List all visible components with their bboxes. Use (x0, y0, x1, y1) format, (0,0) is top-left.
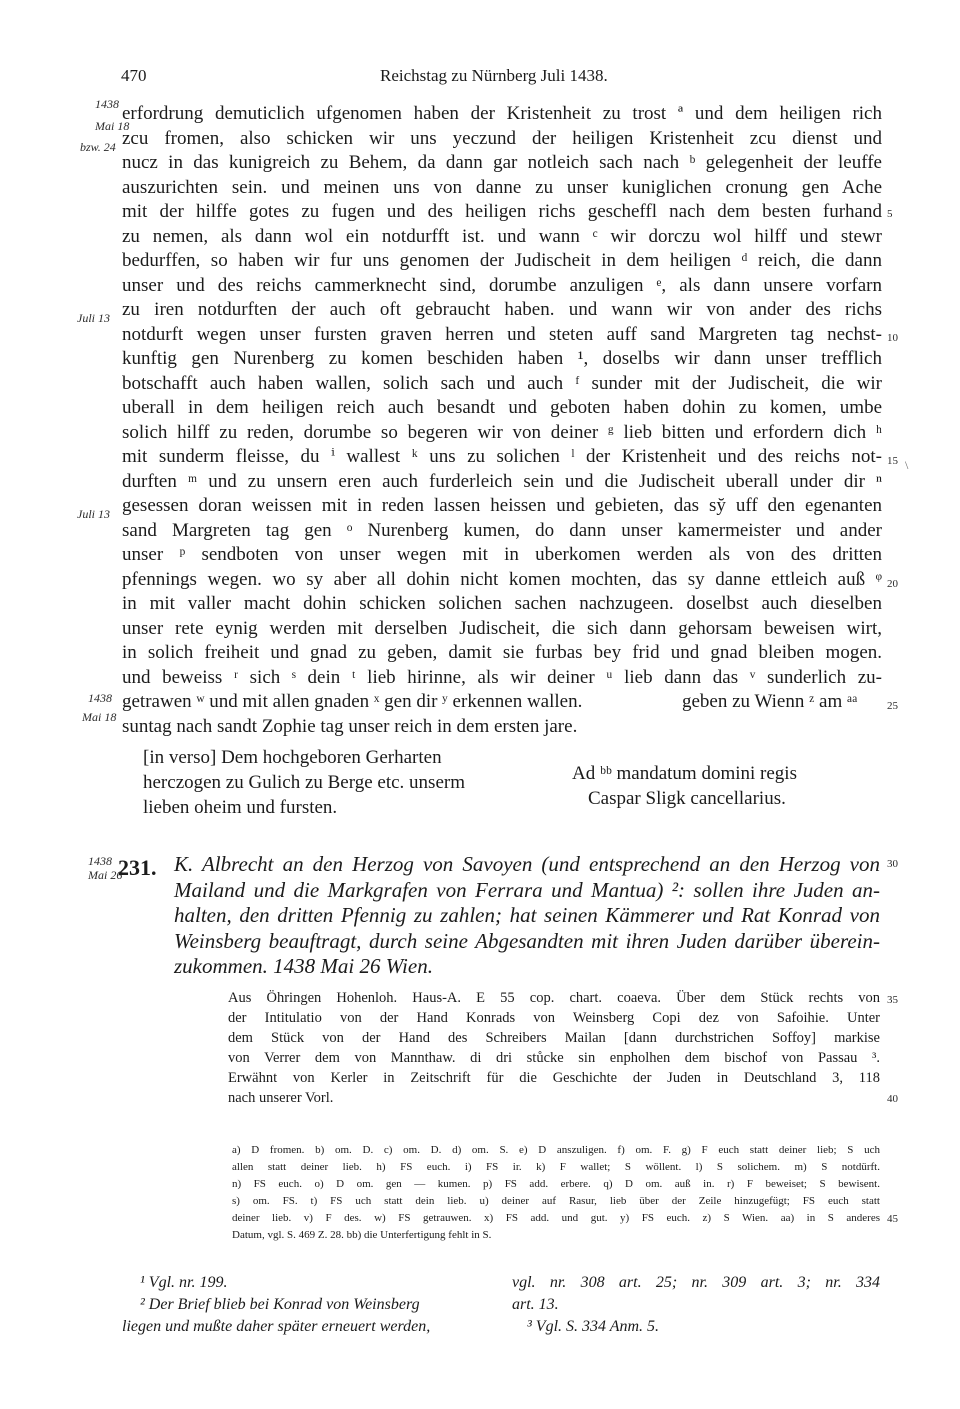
margin-date: Mai 18 (95, 119, 130, 133)
text-line: und beweiss ʳ sich ˢ dein ᵗ lieb hirinne, als wir deiner ᵘ lieb dann das ᵛ sunderlich zu- (122, 667, 882, 688)
document-title-line: Weinsberg beauftragt, durch seine Abgesandten mit ihren Juden darüber überein- (174, 929, 880, 953)
text-line: zcu fromen, also schicken wir uns yeczund der heiligen Kristenheit zcu dienst und (122, 128, 882, 149)
footnote-line: ¹ Vgl. nr. 199. (140, 1274, 228, 1291)
source-line: nach unserer Vorl. (228, 1090, 334, 1106)
document-title-line: halten, den dritten Pfennig zu zahlen; hat seinen Kämmerer und Rat Konrad von (174, 903, 880, 927)
variant-line: s) om. FS. t) FS uch statt dein lieb. u) deiner auf Rasur, lieb über der Zeile hinzugefügt; FS euch statt (232, 1195, 880, 1207)
text-line: mit der hilffe gotes zu fugen und des heiligen richs gescheffl nach dem besten furhand (122, 201, 882, 222)
document-title-line: K. Albrecht an den Herzog von Savoyen (und entsprechend an den Herzog von (174, 852, 880, 876)
margin-date: 1438 (95, 97, 119, 111)
line-number: 45 (887, 1213, 898, 1225)
margin-date: Mai 26 (88, 868, 123, 882)
source-line: dem Stück von der Hand des Schreibers Mailan [dann durchstrichen Soffoy] markise (228, 1030, 880, 1046)
source-line: der Intitulatio von der Hand Konrads von Weinsberg Copi dez von Safoihie. Unter (228, 1010, 880, 1026)
variant-line: Datum, vgl. S. 469 Z. 28. bb) die Unterfertigung fehlt in S. (232, 1229, 492, 1241)
chancery-note: Caspar Sligk cancellarius. (588, 788, 786, 809)
line-number: 30 (887, 858, 898, 870)
text-line: nucz in das kunigreich zu Behem, da dann gar notleich sach nach ᵇ gelegenheit der leuffe (122, 152, 882, 173)
line-number: 10 (887, 332, 898, 344)
line-number: 25 (887, 700, 898, 712)
source-line: Aus Öhringen Hohenloh. Haus-A. E 55 cop. chart. coaeva. Über dem Stück rechts von (228, 990, 880, 1006)
source-line: von Verrer dem von Mannthaw. di dri stůcke sin enpholhen dem bischof von Passau ³. (228, 1050, 880, 1066)
text-line: uberall in dem heiligen reich auch besandt und geboten haben dohin zu komen, umbe (122, 397, 882, 418)
document-title-line: Mailand und die Markgrafen von Ferrara und Mantua) ²: sollen ihre Juden an- (174, 878, 880, 902)
text-line: in mit valler macht dohin schicken solichen sachen nachzugeen. doselbst auch dieselben (122, 593, 882, 614)
running-title: Reichstag zu Nürnberg Juli 1438. (380, 66, 608, 85)
document-number: 231. (118, 855, 157, 880)
footnote-line: vgl. nr. 308 art. 25; nr. 309 art. 3; nr. 334 (512, 1274, 880, 1291)
text-line: getrawen ʷ und mit allen gnaden ˣ gen dir ʸ erkennen wallen. (122, 691, 583, 712)
text-line: auszurichten sein. und meinen uns von danne zu unser kuniglichen cronung gen Ache (122, 177, 882, 198)
address-line: lieben oheim und fursten. (143, 797, 338, 818)
source-line: Erwähnt von Kerler in Zeitschrift für die Geschichte der Juden in Deutschland 3, 118 (228, 1070, 880, 1086)
page-number: 470 (121, 66, 147, 85)
dating-tail: geben zu Wienn ᶻ am ᵃᵃ (682, 691, 858, 712)
text-line: bedurffen, so haben wir fur uns genomen der Judischeit in dem heiligen ᵈ reich, die dann (122, 250, 882, 271)
margin-date: Juli 13 (77, 507, 110, 521)
text-line: unser und des reichs cammerknecht sind, dorumbe anzuligen ᵉ, als dann unsere vorfarn (122, 275, 882, 296)
chancery-note: Ad ᵇᵇ mandatum domini regis (572, 763, 797, 784)
line-number: 5 (887, 208, 893, 220)
scan-mark: \ (905, 458, 909, 472)
text-line: erfordrung demuticlich ufgenomen haben der Kristenheit zu trost ª und dem heiligen rich (122, 103, 882, 124)
address-line: herczogen zu Gulich zu Berge etc. unserm (143, 772, 465, 793)
text-line: kunftig gen Nurenberg zu komen beschiden haben ¹, doselbs wir dann unser trefflich (122, 348, 882, 369)
variant-line: a) D fromen. b) om. D. c) om. D. d) om. S. e) D anszuligen. f) om. F. g) F euch statt deiner lieb; S uch (232, 1144, 880, 1156)
variant-line: n) FS euch. o) D om. gen — kumen. p) FS add. erbere. q) D om. auß in. r) F beweiset; S bewisent. (232, 1178, 880, 1190)
footnote-line: ³ Vgl. S. 334 Anm. 5. (527, 1318, 660, 1335)
margin-date: 1438 (88, 691, 112, 705)
footnote-line: liegen und mußte daher später erneuert werden, (122, 1318, 431, 1335)
line-number: 20 (887, 578, 898, 590)
address-line: [in verso] Dem hochgeboren Gerharten (143, 747, 442, 768)
text-line: suntag nach sandt Zophie tag unser reich in dem ersten jare. (122, 716, 578, 737)
footnote-line: art. 13. (512, 1296, 559, 1313)
text-line: mit sunderm fleisse, du ⁱ wallest ᵏ uns zu solichen ˡ der Kristenheit und des reichs not- (122, 446, 882, 467)
text-line: in solich freiheit und gnad zu geben, damit sie furbas bey frid und gnad bleiben mogen. (122, 642, 882, 663)
text-line: unser ᵖ sendboten von unser wegen mit in uberkomen werden als von des dritten (122, 544, 882, 565)
line-number: 35 (887, 994, 898, 1006)
text-line: zu iren notdurften der auch oft gebraucht haben. und wann wir von ander des richs (122, 299, 882, 320)
footnote-line: ² Der Brief blieb bei Konrad von Weinsberg (140, 1296, 420, 1313)
margin-date: Juli 13 (77, 311, 110, 325)
text-line: botschafft auch haben wallen, solich sach und auch ᶠ sunder mit der Judischeit, die wir (122, 373, 882, 394)
line-number: 15 (887, 455, 898, 467)
line-number: 40 (887, 1093, 898, 1105)
variant-line: deiner lieb. v) F des. w) FS getrauwen. x) FS add. und gut. y) FS euch. z) S Wien. aa) in S anderes (232, 1212, 880, 1224)
text-line: gesessen doran weissen mit in reden lassen heissen und gebieten, das sy̆ uff den egenanten (122, 495, 882, 516)
text-line: zu nemen, als dann wol ein notdurfft ist. und wann ᶜ wir dorczu wol hilff und stewr (122, 226, 882, 247)
text-line: notdurft wegen unser fursten graven herren und steten auff sand Margreten tag nechst- (122, 324, 882, 345)
margin-date: Mai 18 (82, 710, 117, 724)
margin-date: 1438 (88, 854, 112, 868)
text-line: sand Margreten tag gen ᵒ Nurenberg kumen, do dann unser kamermeister und ander (122, 520, 882, 541)
variant-line: allen statt deiner lieb. h) FS euch. i) FS ir. k) F wallet; S wöllent. l) S solichem. m) S notdürft. (232, 1161, 880, 1173)
text-line: unser rete eynig werden mit derselben Judischeit, die sich dann gehorsam beweisen wirt, (122, 618, 882, 639)
document-title-line: zukommen. 1438 Mai 26 Wien. (174, 954, 433, 978)
text-line: solich hilff zu reden, dorumbe so begeren wir von deiner ᵍ lieb bitten und erfordern dich ʰ (122, 422, 882, 443)
text-line: durften ᵐ und zu unsern eren auch furderleich sein und die Judischeit uberall under dir ⁿ (122, 471, 882, 492)
margin-date: bzw. 24 (80, 140, 116, 154)
text-line: pfennings wegen. wo sy aber all dohin nicht komen mochten, das sy danne ettleich auß ᵠ (122, 569, 882, 590)
